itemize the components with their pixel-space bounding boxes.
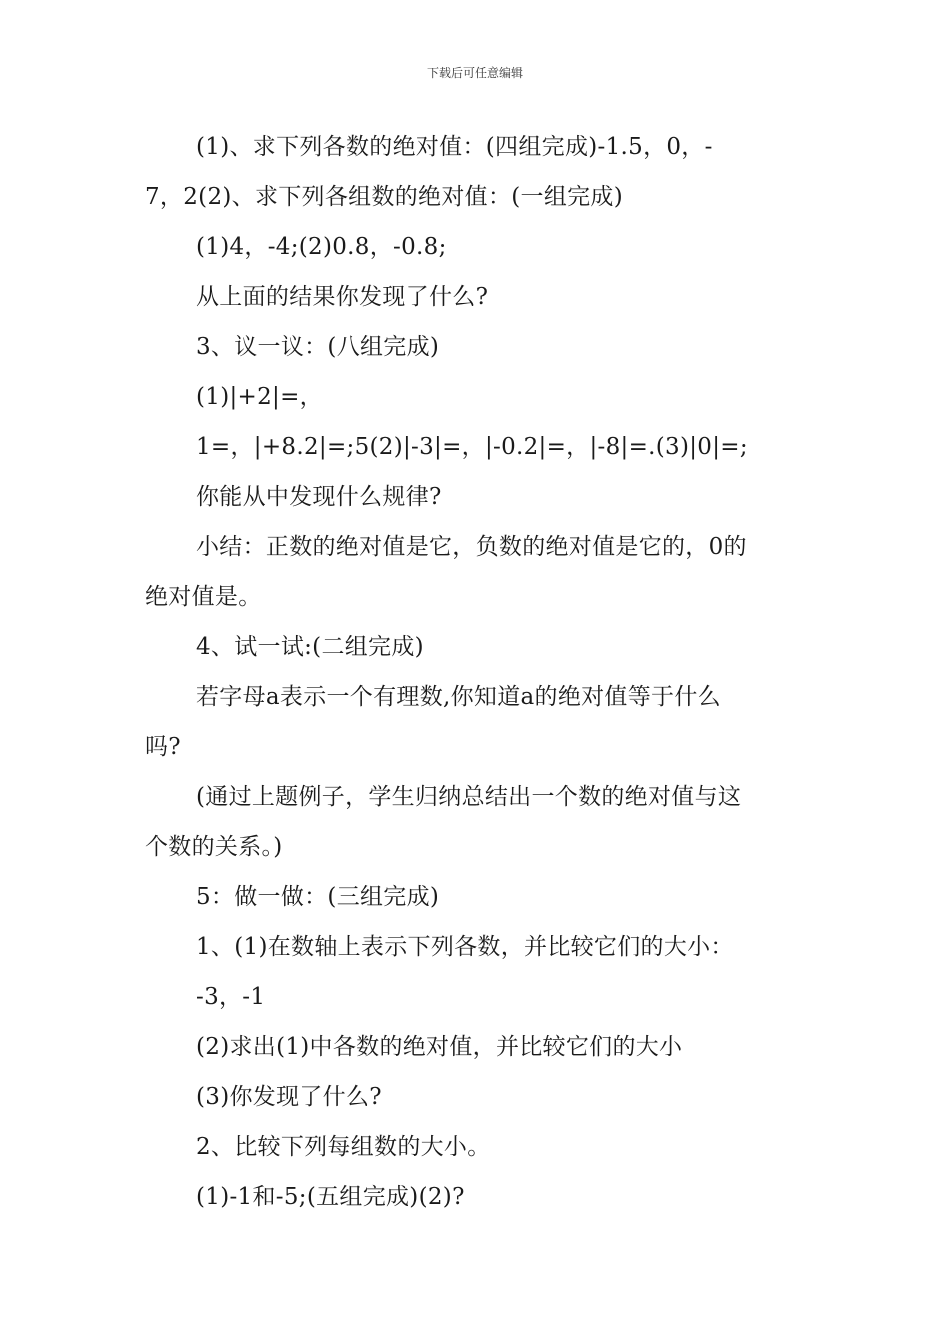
text-line: (通过上题例子，学生归纳总结出一个数的绝对值与这 — [196, 784, 742, 810]
section-heading: 3、议一议：(八组完成) — [196, 334, 440, 360]
text-line: 1、(1)在数轴上表示下列各数，并比较它们的大小： — [196, 934, 734, 960]
text-line: 从上面的结果你发现了什么? — [196, 284, 489, 310]
text-line: 绝对值是。 — [145, 584, 262, 610]
text-line: (1)-1和-5;(五组完成)(2)? — [196, 1184, 465, 1210]
text-line: 1=，|+8.2|=;5(2)|-3|=，|-0.2|=，|-8|=.(3)|0|=; — [196, 434, 748, 460]
text-line: 小结：正数的绝对值是它，负数的绝对值是它的，0的 — [196, 534, 747, 560]
text-line: (3)你发现了什么? — [196, 1084, 382, 1110]
text-line: 2、比较下列每组数的大小。 — [196, 1134, 491, 1160]
text-line: (1)4，-4;(2)0.8，-0.8; — [196, 234, 447, 260]
text-line: -3，-1 — [196, 984, 266, 1010]
text-line: (1)|+2|=， — [196, 384, 323, 410]
text-line: 吗? — [145, 734, 181, 760]
section-heading: 4、试一试:(二组完成) — [196, 634, 424, 660]
text-line: (1)、求下列各数的绝对值：(四组完成)-1.5，0，- — [196, 134, 713, 160]
text-line: 若字母a表示一个有理数,你知道a的绝对值等于什么 — [196, 684, 721, 710]
document-body — [145, 122, 810, 1222]
text-line: (2)求出(1)中各数的绝对值，并比较它们的大小 — [196, 1034, 683, 1060]
text-line: 你能从中发现什么规律? — [196, 484, 442, 510]
section-heading: 5：做一做：(三组完成) — [196, 884, 440, 910]
page-header: 下载后可任意编辑 — [426, 66, 523, 80]
text-line: 个数的关系。) — [145, 834, 283, 860]
text-line: 7，2(2)、求下列各组数的绝对值：(一组完成) — [145, 184, 623, 210]
